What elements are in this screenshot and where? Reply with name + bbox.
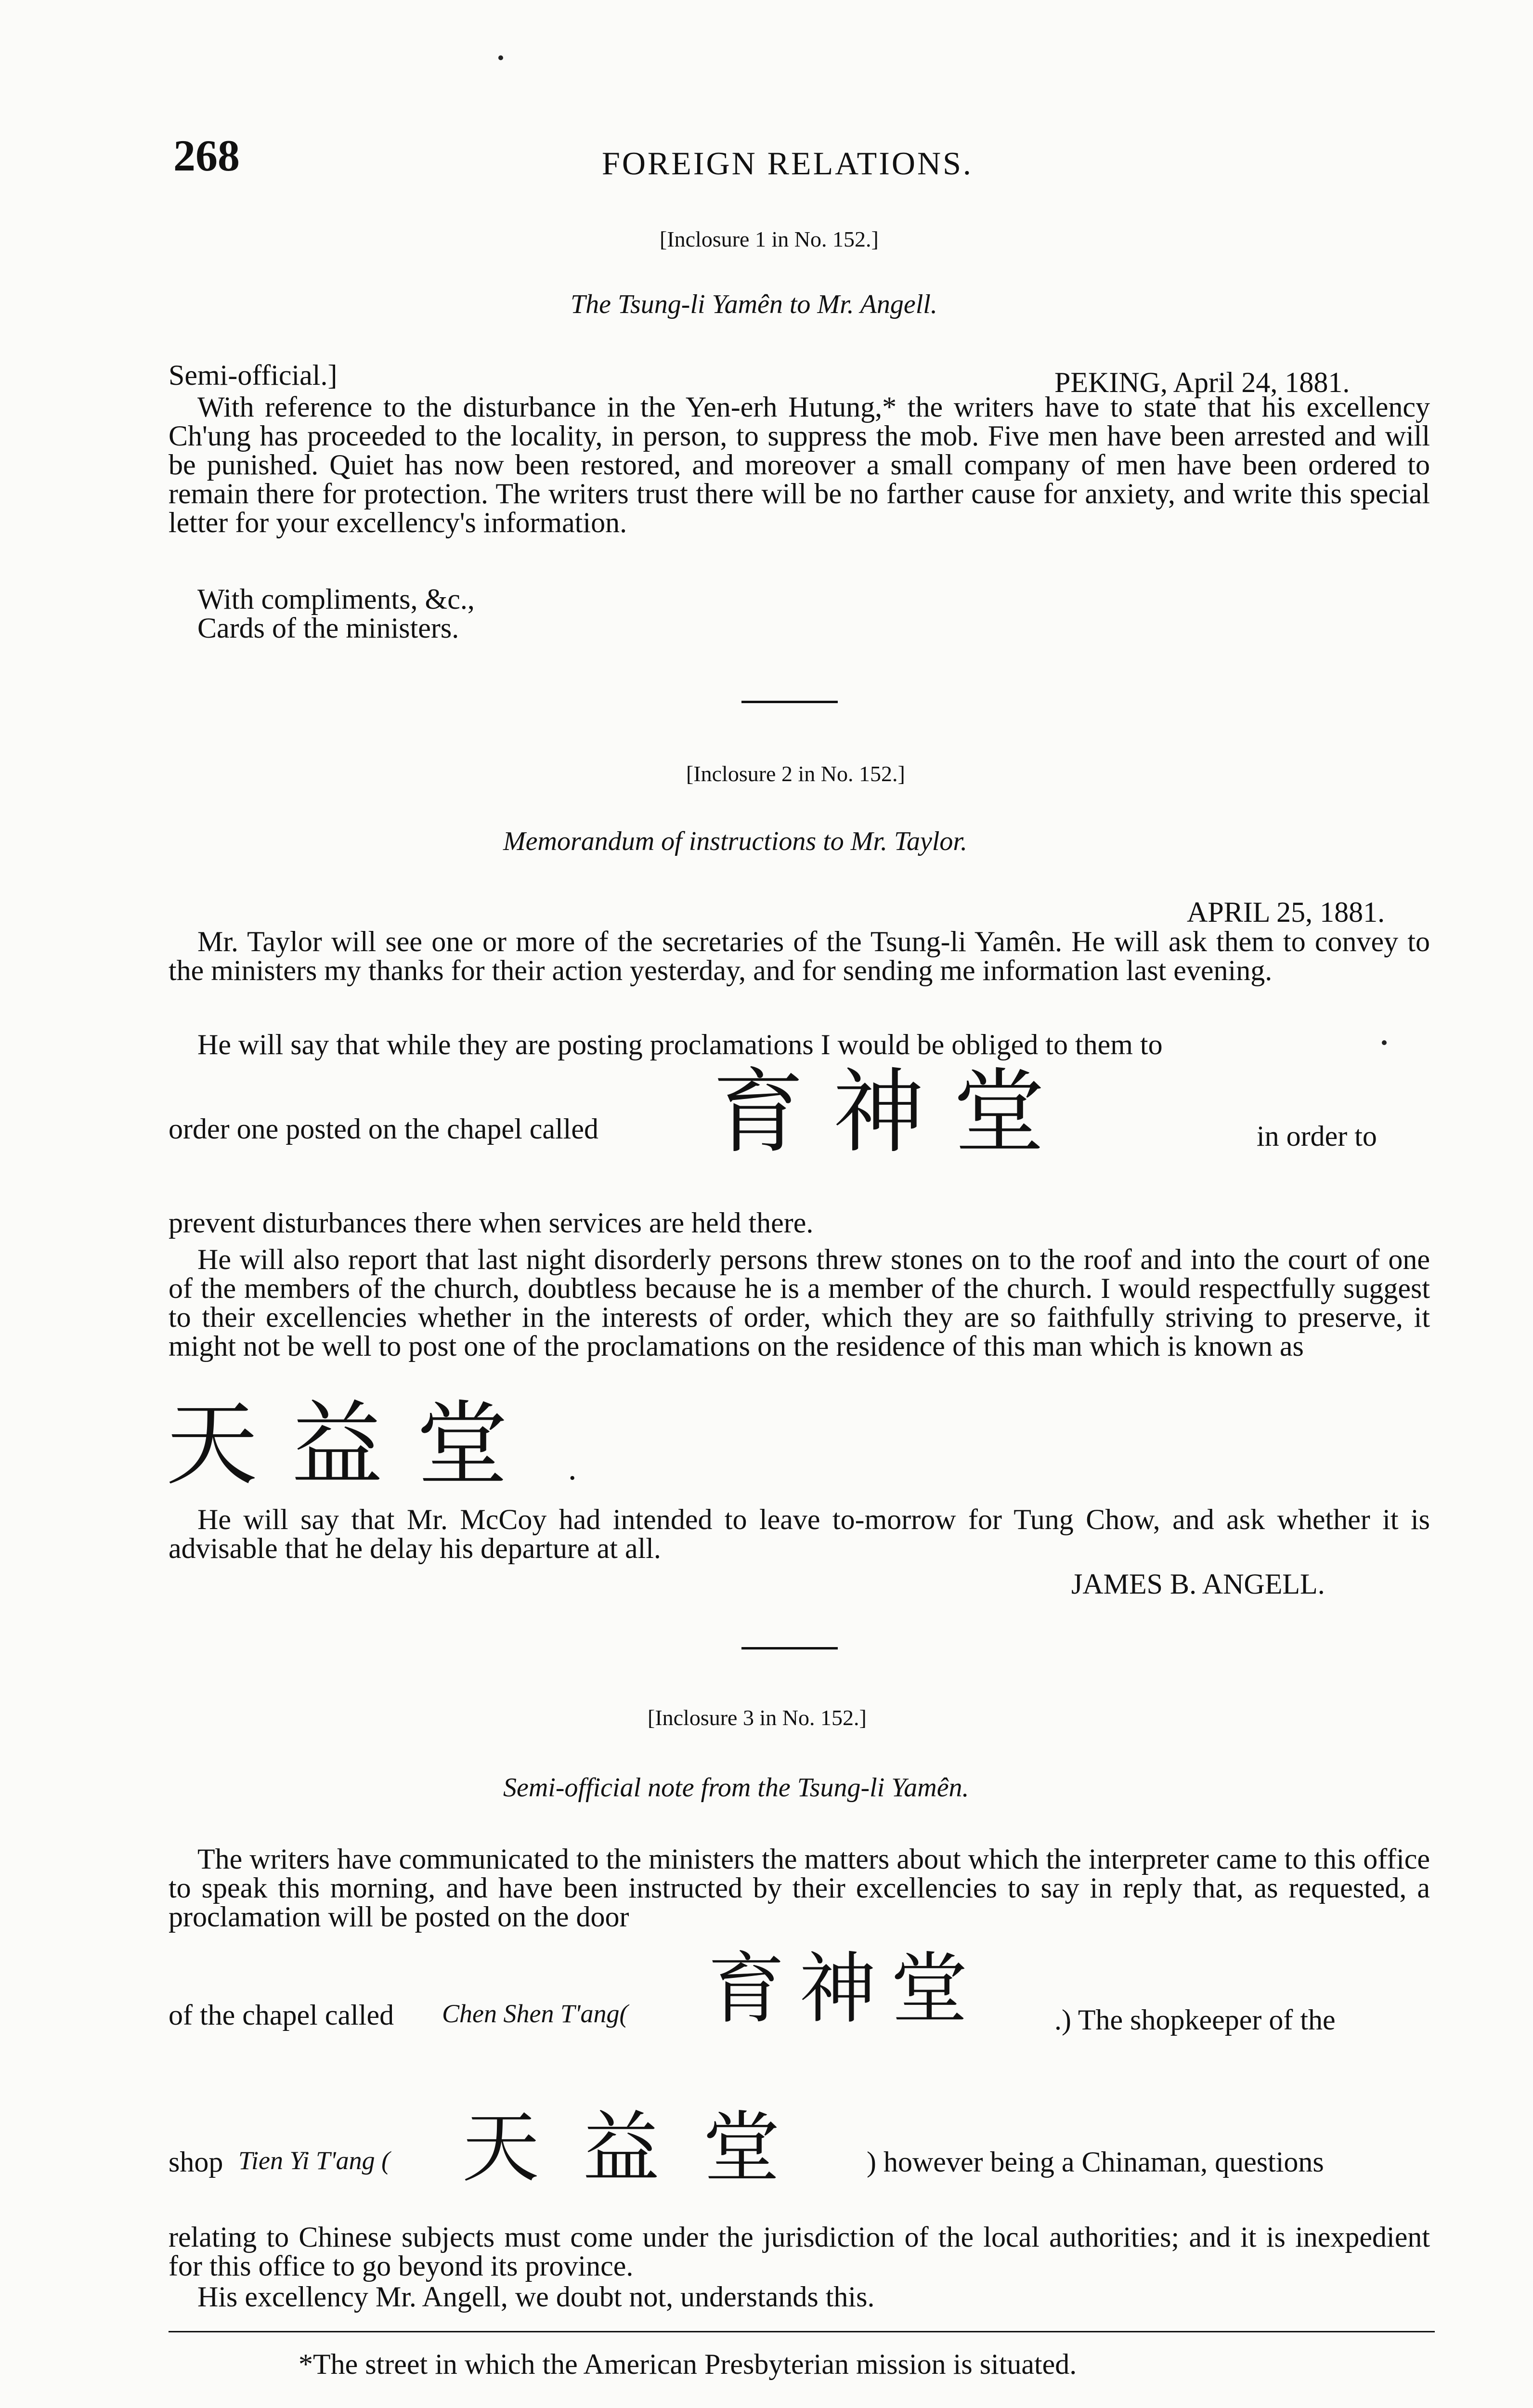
- inclosure-2-para-3: He will also report that last night disorderly persons threw stones on to the roof and into the court of one of the members of the church, doubtless because he is a member of the church. I would respectfully suggest to their excellencies whether in the interests of order, which they are so faithfully striving to preserve, it might not be well to post one of the proclamations on the residence of this man which is known as: [169, 1243, 1430, 1362]
- inclosure-1-cards: Cards of the ministers.: [197, 612, 459, 644]
- inclosure-2-para-2-line-3: prevent disturbances there when services are held there.: [169, 1207, 814, 1239]
- semi-official-label: Semi-official.]: [169, 359, 338, 391]
- inclosure-1-heading: [Inclosure 1 in No. 152.]: [660, 227, 879, 251]
- print-speck: [498, 55, 503, 60]
- inclosure-3-line-2-post: .) The shopkeeper of the: [1054, 2004, 1336, 2036]
- shop-name-chinese-note: 天益堂: [462, 2103, 824, 2193]
- inclosure-3-para-1: The writers have communicated to the ministers the matters about which the interpreter came to this office to speak this morning, and have been instructed by their excellencies to say in reply that, as requested, a proclamation will be posted on the door: [169, 1843, 1430, 1933]
- inclosure-3-heading: [Inclosure 3 in No. 152.]: [648, 1705, 867, 1730]
- inclosure-3-para-end: relating to Chinese subjects must come under the jurisdiction of the local authorities; and it is inexpedient for this office to go beyond its province.: [169, 2221, 1430, 2282]
- footnote-rule: [169, 2331, 1435, 2332]
- inclosure-3-line-3-pre: shop: [169, 2146, 223, 2178]
- inclosure-1-body: With reference to the disturbance in the Yen-erh Hutung,* the writers have to state that his excellency Ch'ung has proceeded to the locality, in person, to suppress the mob. Five men have been arrested and will be punished. Quiet has now been restored, and moreover a small company of men have been ordered to remain there for protection. The writers trust there will be no farther cause for anxiety, and write this special letter for your excellency's information.: [169, 391, 1430, 538]
- inclosure-3-line-3-post: ) however being a Chinaman, questions: [867, 2146, 1324, 2178]
- inclosure-2-para-2-post: in order to: [1257, 1120, 1377, 1152]
- print-speck: [1382, 1040, 1387, 1045]
- page-number: 268: [173, 131, 240, 180]
- running-title: FOREIGN RELATIONS.: [602, 145, 973, 182]
- inclosure-2-caption: Memorandum of instructions to Mr. Taylor.: [503, 826, 968, 856]
- inclosure-1-closing: With compliments, &c.,: [197, 583, 475, 615]
- inclosure-2-para-2-line-1: He will say that while they are posting proclamations I would be obliged to them to: [197, 1029, 1163, 1060]
- inclosure-3-caption: Semi-official note from the Tsung-li Yamên.: [503, 1773, 969, 1803]
- section-divider: [741, 1647, 838, 1649]
- chapel-name-chinese: 育神堂: [713, 1059, 1074, 1165]
- chapel-name-chinese-note: 育神堂: [708, 1944, 983, 2034]
- chapel-romanized-name: Chen Shen T'ang(: [442, 1999, 628, 2028]
- shop-romanized-name: Tien Yi T'ang (: [238, 2146, 390, 2175]
- inclosure-2-para-3-period: .: [568, 1450, 577, 1487]
- inclosure-3-last-line: His excellency Mr. Angell, we doubt not, understands this.: [197, 2281, 875, 2313]
- inclosure-2-para-2-pre: order one posted on the chapel called: [169, 1113, 598, 1145]
- inclosure-2-dateline: APRIL 25, 1881.: [1187, 896, 1385, 928]
- inclosure-2-para-4: He will say that Mr. McCoy had intended to leave to-morrow for Tung Chow, and ask whether it is advisable that he delay his departure at all.: [169, 1504, 1430, 1564]
- inclosure-2-heading: [Inclosure 2 in No. 152.]: [686, 761, 905, 786]
- inclosure-2-para-1: Mr. Taylor will see one or more of the secretaries of the Tsung-li Yamên. He will ask them to convey to the ministers my thanks for their action yesterday, and for sending me information last evening.: [169, 926, 1430, 986]
- residence-name-chinese: 天益堂: [166, 1391, 542, 1498]
- inclosure-1-caption: The Tsung-li Yamên to Mr. Angell.: [571, 289, 937, 319]
- inclosure-3-line-2-pre: of the chapel called: [169, 1999, 394, 2031]
- signature: JAMES B. ANGELL.: [1071, 1568, 1325, 1600]
- section-divider: [741, 701, 838, 703]
- footnote: *The street in which the American Presbyterian mission is situated.: [299, 2348, 1077, 2380]
- inclosure-1-dateline: PEKING, April 24, 1881.: [1054, 366, 1350, 398]
